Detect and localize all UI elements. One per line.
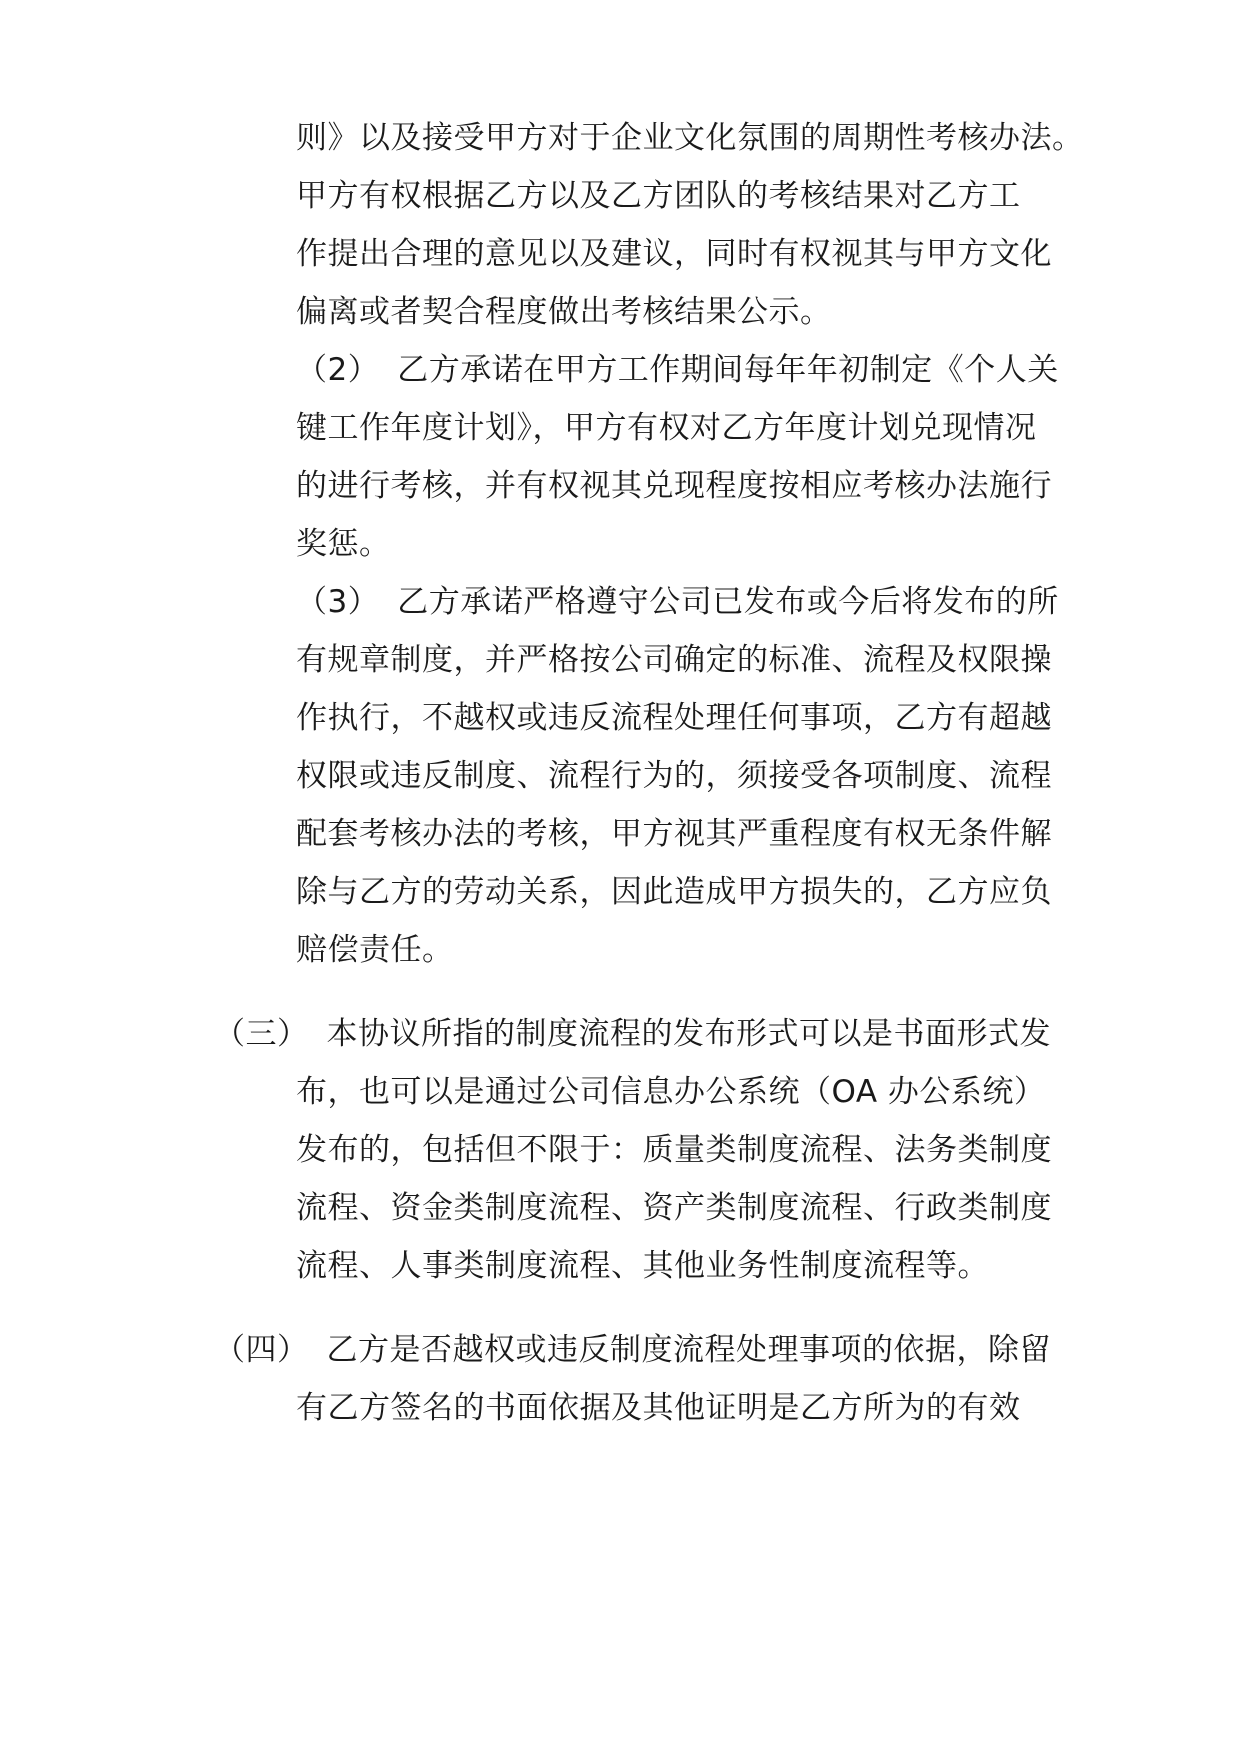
paragraph-line: 的进行考核，并有权视其兑现程度按相应考核办法施行 (296, 468, 1052, 504)
paragraph-first-line (214, 1012, 1051, 1056)
paragraph-first-line (296, 348, 1059, 392)
paragraph-line: 键工作年度计划》，甲方有权对乙方年度计划兑现情况 (296, 410, 1037, 446)
paragraph-number: （四） (214, 1332, 309, 1368)
paragraph-number: （3） (296, 584, 380, 620)
paragraph-line: 流程、人事类制度流程、其他业务性制度流程等。 (296, 1248, 989, 1284)
paragraph-line: 本协议所指的制度流程的发布形式可以是书面形式发 (326, 1016, 1051, 1052)
paragraph-first-line (296, 580, 1059, 624)
paragraph-number: （2） (296, 352, 380, 388)
paragraph-line: 配套考核办法的考核，甲方视其严重程度有权无条件解 (296, 816, 1052, 852)
paragraph-line: 发布的，包括但不限于：质量类制度流程、法务类制度 (296, 1132, 1052, 1168)
paragraph-line: 乙方承诺严格遵守公司已发布或今后将发布的所 (397, 584, 1059, 620)
paragraph-line: 流程、资金类制度流程、资产类制度流程、行政类制度 (296, 1190, 1052, 1226)
paragraph-number: （三） (214, 1016, 309, 1052)
paragraph-line: 乙方承诺在甲方工作期间每年年初制定《个人关 (397, 352, 1059, 388)
paragraph-first-line (214, 1328, 1051, 1372)
paragraph-line: 有规章制度，并严格按公司确定的标准、流程及权限操 (296, 642, 1052, 678)
paragraph-line: 奖惩。 (296, 526, 391, 562)
paragraph-line: 赔偿责任。 (296, 932, 454, 968)
paragraph-line: 除与乙方的劳动关系，因此造成甲方损失的，乙方应负 (296, 874, 1052, 910)
paragraph-line: 偏离或者契合程度做出考核结果公示。 (296, 294, 832, 330)
paragraph-line: 则》以及接受甲方对于企业文化氛围的周期性考核办法。 (296, 120, 1084, 156)
paragraph-line: 乙方是否越权或违反制度流程处理事项的依据，除留 (326, 1332, 1051, 1368)
paragraph-line: 作提出合理的意见以及建议，同时有权视其与甲方文化 (296, 236, 1052, 272)
paragraph-line: 权限或违反制度、流程行为的，须接受各项制度、流程 (296, 758, 1052, 794)
paragraph-line: 有乙方签名的书面依据及其他证明是乙方所为的有效 (296, 1390, 1021, 1426)
paragraph-line: 布，也可以是通过公司信息办公系统（OA 办公系统） (296, 1074, 1046, 1110)
paragraph-line: 甲方有权根据乙方以及乙方团队的考核结果对乙方工 (296, 178, 1021, 214)
paragraph-line: 作执行，不越权或违反流程处理任何事项，乙方有超越 (296, 700, 1052, 736)
